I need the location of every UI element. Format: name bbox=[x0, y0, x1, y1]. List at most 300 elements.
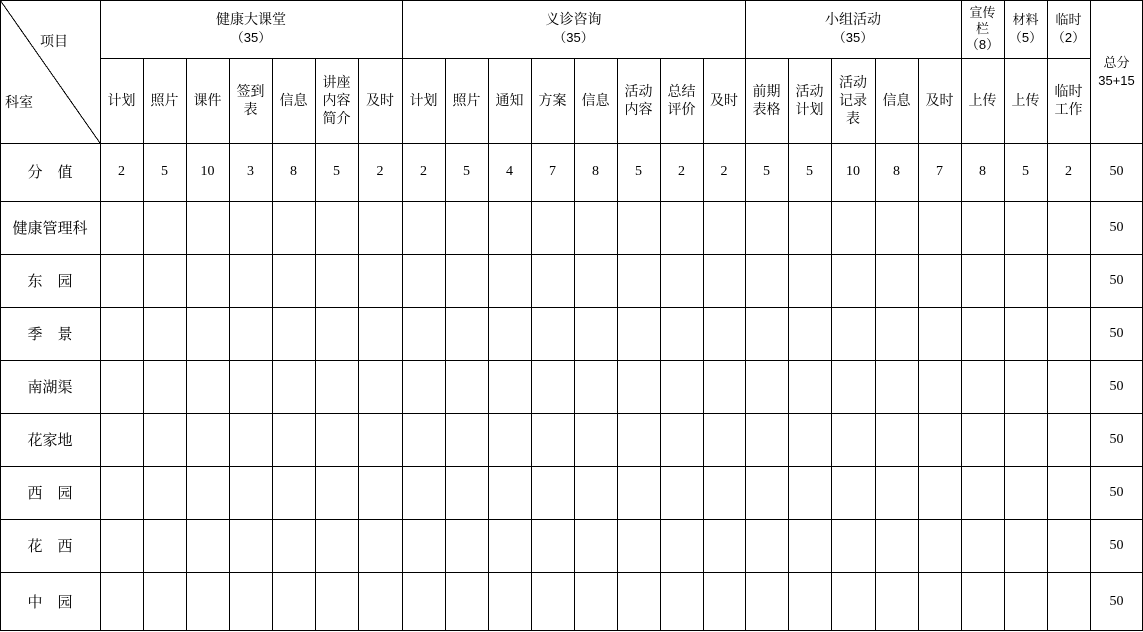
row-name-cell-text: 健康管理科 bbox=[12, 218, 88, 237]
subheader-cell bbox=[402, 58, 445, 143]
table-cell bbox=[745, 307, 788, 360]
table-cell bbox=[402, 413, 445, 466]
table-cell bbox=[961, 254, 1004, 307]
row-total-cell-text: 50 bbox=[1109, 537, 1124, 553]
row-total-cell-text: 50 bbox=[1109, 325, 1124, 341]
table-cell bbox=[961, 360, 1004, 413]
subheader-cell-text: 照片 bbox=[452, 92, 481, 109]
table-cell bbox=[745, 519, 788, 572]
table-cell bbox=[703, 572, 745, 631]
table-cell bbox=[315, 360, 358, 413]
table-cell bbox=[531, 572, 574, 631]
table-cell bbox=[272, 572, 315, 631]
score-value-cell bbox=[531, 143, 574, 201]
subheader-cell-text: 签到 表 bbox=[236, 83, 265, 118]
table-cell bbox=[143, 466, 186, 519]
table-cell bbox=[1004, 519, 1047, 572]
score-value-cell-text: 5 bbox=[806, 164, 813, 179]
table-cell bbox=[831, 307, 875, 360]
row-name-cell-text: 南湖渠 bbox=[27, 377, 73, 396]
table-cell bbox=[745, 254, 788, 307]
row-total-cell-text: 50 bbox=[1109, 593, 1124, 609]
table-cell bbox=[445, 413, 488, 466]
table-cell bbox=[1047, 466, 1090, 519]
row-total-cell-text: 50 bbox=[1109, 431, 1124, 447]
score-value-cell bbox=[831, 143, 875, 201]
group-title: 健康大课堂 bbox=[216, 12, 286, 28]
table-cell bbox=[315, 519, 358, 572]
group-points: （35） bbox=[230, 30, 272, 45]
table-cell bbox=[831, 466, 875, 519]
group-header-board bbox=[961, 0, 1004, 58]
score-value-cell-text: 8 bbox=[979, 164, 986, 179]
table-cell bbox=[660, 360, 703, 413]
score-value-cell-text: 5 bbox=[333, 164, 340, 179]
table-cell bbox=[488, 360, 531, 413]
subheader-cell-text: 活动 计划 bbox=[795, 83, 824, 118]
table-cell bbox=[703, 254, 745, 307]
table-cell bbox=[186, 254, 229, 307]
row-name-cell-text: 花家地 bbox=[27, 430, 73, 449]
table-cell bbox=[402, 307, 445, 360]
subheader-cell bbox=[918, 58, 961, 143]
table-cell bbox=[488, 413, 531, 466]
score-value-cell bbox=[574, 143, 617, 201]
table-cell bbox=[100, 360, 143, 413]
row-name-cell bbox=[0, 254, 100, 307]
score-value-cell-text: 2 bbox=[420, 164, 427, 179]
subheader-cell bbox=[617, 58, 660, 143]
row-name-cell bbox=[0, 360, 100, 413]
table-cell bbox=[358, 201, 402, 254]
subheader-cell-text: 信息 bbox=[581, 92, 610, 109]
table-cell bbox=[617, 201, 660, 254]
table-cell bbox=[1004, 307, 1047, 360]
table-cell bbox=[1047, 519, 1090, 572]
table-cell bbox=[100, 572, 143, 631]
table-cell bbox=[100, 466, 143, 519]
row-total-cell bbox=[1090, 201, 1143, 254]
table-cell bbox=[143, 201, 186, 254]
table-cell bbox=[445, 466, 488, 519]
subheader-cell bbox=[358, 58, 402, 143]
table-cell bbox=[272, 466, 315, 519]
table-cell bbox=[1047, 360, 1090, 413]
subheader-cell-text: 信息 bbox=[279, 92, 308, 109]
table-cell bbox=[703, 201, 745, 254]
table-cell bbox=[358, 360, 402, 413]
table-cell bbox=[488, 307, 531, 360]
table-cell bbox=[315, 201, 358, 254]
score-value-cell bbox=[918, 143, 961, 201]
table-cell bbox=[660, 466, 703, 519]
subheader-cell bbox=[272, 58, 315, 143]
table-cell bbox=[229, 519, 272, 572]
table-cell bbox=[703, 466, 745, 519]
table-cell bbox=[788, 519, 831, 572]
row-name-cell bbox=[0, 307, 100, 360]
score-value-cell bbox=[186, 143, 229, 201]
score-value-cell bbox=[788, 143, 831, 201]
score-value-cell-text: 5 bbox=[763, 164, 770, 179]
subheader-cell-text: 方案 bbox=[538, 92, 567, 109]
table-cell bbox=[445, 307, 488, 360]
table-cell bbox=[229, 572, 272, 631]
table-cell bbox=[574, 360, 617, 413]
table-cell bbox=[531, 413, 574, 466]
corner-cell bbox=[0, 0, 100, 143]
score-value-cell bbox=[315, 143, 358, 201]
table-cell bbox=[574, 519, 617, 572]
table-cell bbox=[229, 413, 272, 466]
table-cell bbox=[660, 519, 703, 572]
table-cell bbox=[445, 519, 488, 572]
table-cell bbox=[100, 254, 143, 307]
row-total-cell-text: 50 bbox=[1109, 484, 1124, 500]
table-cell bbox=[660, 254, 703, 307]
table-cell bbox=[445, 572, 488, 631]
score-value-cell bbox=[617, 143, 660, 201]
row-name-cell-text: 东 园 bbox=[27, 271, 73, 290]
row-name-cell-text: 西 园 bbox=[27, 483, 73, 502]
table-cell bbox=[1047, 413, 1090, 466]
subheader-cell-text: 临时 工作 bbox=[1054, 83, 1083, 118]
table-cell bbox=[315, 413, 358, 466]
score-value-cell bbox=[488, 143, 531, 201]
table-cell bbox=[617, 413, 660, 466]
table-cell bbox=[272, 307, 315, 360]
group-header-clinic bbox=[402, 0, 745, 58]
subheader-cell-text: 前期 表格 bbox=[752, 83, 781, 118]
table-cell bbox=[961, 572, 1004, 631]
table-cell bbox=[703, 413, 745, 466]
table-cell bbox=[788, 466, 831, 519]
table-cell bbox=[831, 413, 875, 466]
corner-bottom-label: 科室 bbox=[5, 95, 33, 111]
table-cell bbox=[617, 519, 660, 572]
table-cell bbox=[918, 307, 961, 360]
table-cell bbox=[531, 360, 574, 413]
score-value-cell-text: 2 bbox=[376, 164, 384, 179]
row-name-cell-text: 季 景 bbox=[27, 324, 73, 343]
group-header-material bbox=[1004, 0, 1047, 58]
table-cell bbox=[961, 413, 1004, 466]
table-cell bbox=[358, 413, 402, 466]
total-header bbox=[1090, 0, 1143, 143]
score-value-cell bbox=[100, 143, 143, 201]
table-cell bbox=[488, 201, 531, 254]
table-cell bbox=[531, 254, 574, 307]
table-cell bbox=[1047, 572, 1090, 631]
score-value-cell bbox=[875, 143, 918, 201]
table-cell bbox=[961, 466, 1004, 519]
score-value-cell bbox=[1004, 143, 1047, 201]
row-total-cell bbox=[1090, 254, 1143, 307]
table-cell bbox=[788, 307, 831, 360]
subheader-cell bbox=[315, 58, 358, 143]
table-cell bbox=[745, 466, 788, 519]
table-cell bbox=[1004, 466, 1047, 519]
subheader-cell bbox=[100, 58, 143, 143]
score-row-label bbox=[0, 143, 100, 201]
table-cell bbox=[315, 254, 358, 307]
table-cell bbox=[574, 466, 617, 519]
table-cell bbox=[488, 519, 531, 572]
subheader-cell-text: 活动 记录 表 bbox=[839, 74, 867, 127]
table-cell bbox=[1004, 360, 1047, 413]
row-name-cell bbox=[0, 519, 100, 572]
table-cell bbox=[229, 201, 272, 254]
table-cell bbox=[186, 466, 229, 519]
table-cell bbox=[143, 572, 186, 631]
subheader-cell bbox=[143, 58, 186, 143]
table-cell bbox=[229, 466, 272, 519]
group-header-lecture bbox=[100, 0, 402, 58]
table-cell bbox=[143, 307, 186, 360]
score-value-cell-text: 2 bbox=[1065, 164, 1072, 179]
table-cell bbox=[143, 519, 186, 572]
row-total-cell-text: 50 bbox=[1109, 272, 1124, 288]
table-cell bbox=[745, 201, 788, 254]
table-cell bbox=[875, 307, 918, 360]
table-cell bbox=[918, 466, 961, 519]
table-cell bbox=[788, 572, 831, 631]
table-cell bbox=[445, 360, 488, 413]
subheader-cell-text: 总结 评价 bbox=[667, 83, 696, 118]
group-title: 小组活动 bbox=[825, 12, 881, 28]
table-cell bbox=[229, 307, 272, 360]
row-total-cell bbox=[1090, 572, 1143, 631]
group-title: 临时 （2） bbox=[1051, 12, 1086, 45]
subheader-cell bbox=[745, 58, 788, 143]
table-cell bbox=[358, 519, 402, 572]
table-cell bbox=[488, 466, 531, 519]
table-cell bbox=[831, 572, 875, 631]
row-name-cell bbox=[0, 572, 100, 631]
table-cell bbox=[1004, 201, 1047, 254]
subheader-cell bbox=[1047, 58, 1090, 143]
subheader-cell-text: 信息 bbox=[882, 92, 911, 109]
table-cell bbox=[445, 254, 488, 307]
score-value-cell-text: 5 bbox=[463, 164, 470, 179]
score-value-cell-text: 2 bbox=[118, 164, 125, 179]
table-cell bbox=[745, 572, 788, 631]
subheader-cell bbox=[574, 58, 617, 143]
table-cell bbox=[315, 572, 358, 631]
table-cell bbox=[574, 572, 617, 631]
table-cell bbox=[574, 413, 617, 466]
table-cell bbox=[445, 201, 488, 254]
score-value-cell bbox=[402, 143, 445, 201]
row-name-cell-text: 花 西 bbox=[27, 536, 73, 555]
table-cell bbox=[918, 201, 961, 254]
subheader-cell bbox=[875, 58, 918, 143]
table-cell bbox=[660, 413, 703, 466]
table-cell bbox=[574, 307, 617, 360]
table-cell bbox=[358, 466, 402, 519]
row-total-cell bbox=[1090, 307, 1143, 360]
table-cell bbox=[100, 201, 143, 254]
table-cell bbox=[918, 360, 961, 413]
table-cell bbox=[660, 201, 703, 254]
table-cell bbox=[358, 254, 402, 307]
subheader-cell bbox=[703, 58, 745, 143]
table-cell bbox=[272, 254, 315, 307]
table-cell bbox=[143, 360, 186, 413]
score-value-cell bbox=[1047, 143, 1090, 201]
table-cell bbox=[703, 360, 745, 413]
subheader-cell bbox=[445, 58, 488, 143]
table-cell bbox=[918, 572, 961, 631]
subheader-cell-text: 及时 bbox=[925, 92, 954, 109]
table-cell bbox=[1047, 307, 1090, 360]
table-cell bbox=[788, 201, 831, 254]
table-cell bbox=[1004, 413, 1047, 466]
table-cell bbox=[788, 413, 831, 466]
table-cell bbox=[531, 307, 574, 360]
total-header-label: 总分 35+15 bbox=[1098, 54, 1135, 88]
table-cell bbox=[918, 519, 961, 572]
group-header-temporary bbox=[1047, 0, 1090, 58]
row-name-cell bbox=[0, 201, 100, 254]
table-cell bbox=[617, 572, 660, 631]
row-total-cell-text: 50 bbox=[1109, 219, 1124, 235]
score-value-cell-text: 4 bbox=[506, 164, 513, 179]
score-value-cell-text: 5 bbox=[161, 164, 168, 179]
table-cell bbox=[531, 519, 574, 572]
score-value-cell-text: 10 bbox=[846, 164, 860, 179]
score-value-cell-text: 5 bbox=[1022, 164, 1029, 179]
corner-top-label: 项目 bbox=[40, 34, 68, 50]
group-title: 材料 （5） bbox=[1008, 12, 1043, 45]
group-title: 义诊咨询 bbox=[545, 12, 602, 28]
score-value-cell-text: 5 bbox=[635, 164, 642, 179]
table-cell bbox=[402, 254, 445, 307]
subheader-cell-text: 及时 bbox=[366, 92, 394, 109]
table-cell bbox=[402, 466, 445, 519]
subheader-cell bbox=[961, 58, 1004, 143]
group-points: （35） bbox=[553, 30, 594, 45]
table-cell bbox=[315, 466, 358, 519]
table-cell bbox=[186, 572, 229, 631]
table-cell bbox=[875, 201, 918, 254]
subheader-cell bbox=[788, 58, 831, 143]
table-cell bbox=[358, 307, 402, 360]
subheader-cell-text: 上传 bbox=[968, 92, 997, 109]
table-cell bbox=[229, 360, 272, 413]
table-cell bbox=[617, 466, 660, 519]
score-value-cell bbox=[445, 143, 488, 201]
table-cell bbox=[229, 254, 272, 307]
table-cell bbox=[1004, 254, 1047, 307]
table-cell bbox=[186, 519, 229, 572]
table-cell bbox=[703, 307, 745, 360]
table-cell bbox=[574, 201, 617, 254]
subheader-cell-text: 活动 内容 bbox=[624, 83, 653, 118]
row-total-cell bbox=[1090, 466, 1143, 519]
score-value-cell-text: 8 bbox=[592, 164, 599, 179]
subheader-cell bbox=[831, 58, 875, 143]
table-cell bbox=[918, 254, 961, 307]
table-cell bbox=[831, 360, 875, 413]
score-value-cell-text: 2 bbox=[678, 164, 685, 179]
table-cell bbox=[660, 572, 703, 631]
table-cell bbox=[272, 360, 315, 413]
score-value-cell-text: 7 bbox=[936, 164, 943, 179]
score-value-cell-text: 8 bbox=[893, 164, 900, 179]
table-cell bbox=[788, 360, 831, 413]
subheader-cell bbox=[1004, 58, 1047, 143]
table-cell bbox=[745, 413, 788, 466]
subheader-cell bbox=[488, 58, 531, 143]
subheader-cell bbox=[531, 58, 574, 143]
score-value-cell-text: 3 bbox=[247, 164, 254, 179]
table-cell bbox=[660, 307, 703, 360]
table-cell bbox=[875, 413, 918, 466]
score-value-cell bbox=[961, 143, 1004, 201]
row-name-cell bbox=[0, 413, 100, 466]
group-title: 宣传 栏 （8） bbox=[965, 5, 1000, 52]
table-cell bbox=[918, 413, 961, 466]
subheader-cell bbox=[186, 58, 229, 143]
table-cell bbox=[488, 254, 531, 307]
score-row-label-text: 分 值 bbox=[27, 163, 73, 181]
table-cell bbox=[745, 360, 788, 413]
table-cell bbox=[1047, 201, 1090, 254]
subheader-cell-text: 计划 bbox=[409, 92, 438, 109]
table-cell bbox=[100, 307, 143, 360]
score-value-cell bbox=[358, 143, 402, 201]
table-cell bbox=[143, 413, 186, 466]
subheader-cell-text: 课件 bbox=[193, 92, 222, 109]
table-cell bbox=[143, 254, 186, 307]
table-cell bbox=[961, 201, 1004, 254]
table-cell bbox=[186, 413, 229, 466]
score-value-cell bbox=[703, 143, 745, 201]
table-cell bbox=[703, 519, 745, 572]
table-cell bbox=[961, 307, 1004, 360]
table-cell bbox=[531, 466, 574, 519]
table-cell bbox=[402, 519, 445, 572]
subheader-cell bbox=[229, 58, 272, 143]
subheader-cell bbox=[660, 58, 703, 143]
row-name-cell bbox=[0, 466, 100, 519]
subheader-cell-text: 讲座 内容 简介 bbox=[322, 74, 351, 127]
table-cell bbox=[831, 254, 875, 307]
table-cell bbox=[186, 360, 229, 413]
table-cell bbox=[531, 201, 574, 254]
row-total-cell bbox=[1090, 413, 1143, 466]
table-cell bbox=[100, 413, 143, 466]
table-cell bbox=[402, 360, 445, 413]
row-name-cell-text: 中 园 bbox=[27, 592, 73, 611]
score-total-cell-text: 50 bbox=[1109, 164, 1124, 179]
subheader-cell-text: 计划 bbox=[107, 92, 136, 109]
subheader-cell-text: 照片 bbox=[150, 92, 179, 109]
score-total-cell bbox=[1090, 143, 1143, 201]
group-header-activity bbox=[745, 0, 961, 58]
table-cell bbox=[272, 413, 315, 466]
table-cell bbox=[875, 254, 918, 307]
score-value-cell-text: 8 bbox=[290, 164, 297, 179]
score-value-cell-text: 7 bbox=[549, 164, 556, 179]
table-cell bbox=[574, 254, 617, 307]
row-total-cell bbox=[1090, 360, 1143, 413]
subheader-cell-text: 及时 bbox=[710, 92, 738, 109]
score-value-cell bbox=[272, 143, 315, 201]
row-total-cell bbox=[1090, 519, 1143, 572]
table-cell bbox=[875, 519, 918, 572]
